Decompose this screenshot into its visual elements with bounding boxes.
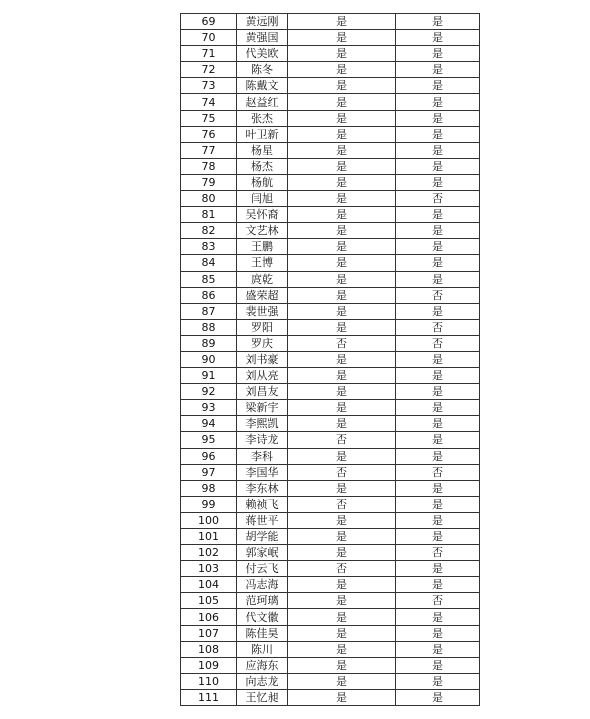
name-cell: 张杰 <box>237 110 288 126</box>
row-number-cell: 82 <box>181 223 237 239</box>
name-cell: 刘昌友 <box>237 384 288 400</box>
status-a-cell: 是 <box>288 480 396 496</box>
name-cell: 付云飞 <box>237 561 288 577</box>
table-body <box>181 14 480 706</box>
name-cell: 王鹏 <box>237 239 288 255</box>
status-b-cell: 是 <box>396 207 480 223</box>
row-number-cell: 98 <box>181 480 237 496</box>
table-row <box>181 207 480 223</box>
status-a-cell: 是 <box>288 609 396 625</box>
table-row <box>181 673 480 689</box>
status-b-cell: 是 <box>396 110 480 126</box>
table-row <box>181 400 480 416</box>
status-b-cell: 是 <box>396 239 480 255</box>
status-b-cell: 是 <box>396 126 480 142</box>
name-cell: 胡学能 <box>237 529 288 545</box>
row-number-cell: 95 <box>181 432 237 448</box>
table-row <box>181 609 480 625</box>
status-b-cell: 是 <box>396 94 480 110</box>
row-number-cell: 92 <box>181 384 237 400</box>
row-number-cell: 88 <box>181 319 237 335</box>
table-row <box>181 255 480 271</box>
status-b-cell: 是 <box>396 62 480 78</box>
name-cell: 范珂璃 <box>237 593 288 609</box>
table-row <box>181 625 480 641</box>
status-a-cell: 是 <box>288 416 396 432</box>
name-cell: 罗阳 <box>237 319 288 335</box>
status-b-cell: 是 <box>396 158 480 174</box>
row-number-cell: 74 <box>181 94 237 110</box>
status-b-cell: 是 <box>396 609 480 625</box>
status-b-cell: 是 <box>396 432 480 448</box>
name-cell: 杨星 <box>237 142 288 158</box>
status-a-cell: 是 <box>288 30 396 46</box>
table-row <box>181 464 480 480</box>
status-b-cell: 否 <box>396 287 480 303</box>
table-row <box>181 239 480 255</box>
table-row <box>181 110 480 126</box>
table-row <box>181 30 480 46</box>
row-number-cell: 84 <box>181 255 237 271</box>
table-row <box>181 174 480 190</box>
status-a-cell: 是 <box>288 287 396 303</box>
status-b-cell: 是 <box>396 641 480 657</box>
row-number-cell: 72 <box>181 62 237 78</box>
table-row <box>181 319 480 335</box>
table-row <box>181 657 480 673</box>
status-a-cell: 是 <box>288 271 396 287</box>
status-b-cell: 是 <box>396 174 480 190</box>
status-a-cell: 是 <box>288 303 396 319</box>
row-number-cell: 83 <box>181 239 237 255</box>
status-a-cell: 是 <box>288 657 396 673</box>
table-row <box>181 303 480 319</box>
status-b-cell: 是 <box>396 351 480 367</box>
table-row <box>181 335 480 351</box>
name-cell: 杨航 <box>237 174 288 190</box>
row-number-cell: 96 <box>181 448 237 464</box>
status-b-cell: 是 <box>396 46 480 62</box>
row-number-cell: 89 <box>181 335 237 351</box>
status-b-cell: 否 <box>396 545 480 561</box>
status-b-cell: 否 <box>396 593 480 609</box>
status-b-cell: 是 <box>396 657 480 673</box>
table-row <box>181 577 480 593</box>
table-row <box>181 94 480 110</box>
status-a-cell: 否 <box>288 335 396 351</box>
status-a-cell: 是 <box>288 384 396 400</box>
status-a-cell: 是 <box>288 110 396 126</box>
row-number-cell: 109 <box>181 657 237 673</box>
name-cell: 冯志海 <box>237 577 288 593</box>
status-a-cell: 是 <box>288 529 396 545</box>
row-number-cell: 107 <box>181 625 237 641</box>
table-row <box>181 14 480 30</box>
row-number-cell: 70 <box>181 30 237 46</box>
table-row <box>181 191 480 207</box>
row-number-cell: 75 <box>181 110 237 126</box>
table-row <box>181 496 480 512</box>
row-number-cell: 94 <box>181 416 237 432</box>
row-number-cell: 80 <box>181 191 237 207</box>
name-cell: 代美欧 <box>237 46 288 62</box>
name-cell: 代文徽 <box>237 609 288 625</box>
table-row <box>181 126 480 142</box>
row-number-cell: 105 <box>181 593 237 609</box>
status-b-cell: 是 <box>396 496 480 512</box>
status-a-cell: 是 <box>288 319 396 335</box>
status-b-cell: 是 <box>396 480 480 496</box>
status-a-cell: 是 <box>288 142 396 158</box>
row-number-cell: 99 <box>181 496 237 512</box>
name-cell: 王博 <box>237 255 288 271</box>
status-a-cell: 是 <box>288 545 396 561</box>
row-number-cell: 110 <box>181 673 237 689</box>
table-row <box>181 368 480 384</box>
table-row <box>181 384 480 400</box>
table-row <box>181 287 480 303</box>
row-number-cell: 106 <box>181 609 237 625</box>
table-row <box>181 223 480 239</box>
row-number-cell: 108 <box>181 641 237 657</box>
table-row <box>181 512 480 528</box>
status-b-cell: 是 <box>396 384 480 400</box>
name-cell: 陈佳昊 <box>237 625 288 641</box>
status-a-cell: 是 <box>288 368 396 384</box>
status-b-cell: 否 <box>396 335 480 351</box>
status-a-cell: 是 <box>288 174 396 190</box>
table-row <box>181 593 480 609</box>
status-b-cell: 是 <box>396 223 480 239</box>
status-a-cell: 是 <box>288 239 396 255</box>
name-cell: 赵益红 <box>237 94 288 110</box>
status-a-cell: 是 <box>288 126 396 142</box>
status-a-cell: 否 <box>288 496 396 512</box>
name-cell: 吴怀裔 <box>237 207 288 223</box>
name-cell: 文艺林 <box>237 223 288 239</box>
status-a-cell: 是 <box>288 400 396 416</box>
status-a-cell: 是 <box>288 158 396 174</box>
name-cell: 李熙凯 <box>237 416 288 432</box>
name-cell: 闫旭 <box>237 191 288 207</box>
name-cell: 郭家岷 <box>237 545 288 561</box>
table-row <box>181 432 480 448</box>
table-row <box>181 448 480 464</box>
name-cell: 蒋世平 <box>237 512 288 528</box>
data-table <box>180 13 480 706</box>
status-a-cell: 是 <box>288 255 396 271</box>
name-cell: 王忆昶 <box>237 689 288 705</box>
name-cell: 赖祯飞 <box>237 496 288 512</box>
status-a-cell: 是 <box>288 46 396 62</box>
row-number-cell: 103 <box>181 561 237 577</box>
status-b-cell: 是 <box>396 625 480 641</box>
row-number-cell: 101 <box>181 529 237 545</box>
status-a-cell: 是 <box>288 593 396 609</box>
name-cell: 杨杰 <box>237 158 288 174</box>
status-b-cell: 是 <box>396 400 480 416</box>
name-cell: 应海东 <box>237 657 288 673</box>
table-row <box>181 641 480 657</box>
status-a-cell: 是 <box>288 78 396 94</box>
table-row <box>181 689 480 705</box>
table-row <box>181 545 480 561</box>
status-b-cell: 是 <box>396 303 480 319</box>
row-number-cell: 91 <box>181 368 237 384</box>
status-a-cell: 是 <box>288 14 396 30</box>
row-number-cell: 78 <box>181 158 237 174</box>
row-number-cell: 85 <box>181 271 237 287</box>
table-row <box>181 62 480 78</box>
name-cell: 刘书豪 <box>237 351 288 367</box>
status-b-cell: 否 <box>396 319 480 335</box>
table-row <box>181 158 480 174</box>
status-a-cell: 是 <box>288 577 396 593</box>
name-cell: 李东林 <box>237 480 288 496</box>
name-cell: 叶卫新 <box>237 126 288 142</box>
name-cell: 向志龙 <box>237 673 288 689</box>
name-cell: 刘从亮 <box>237 368 288 384</box>
name-cell: 黄远刚 <box>237 14 288 30</box>
status-a-cell: 否 <box>288 464 396 480</box>
table-row <box>181 529 480 545</box>
status-b-cell: 是 <box>396 416 480 432</box>
status-a-cell: 是 <box>288 512 396 528</box>
status-b-cell: 是 <box>396 512 480 528</box>
status-a-cell: 是 <box>288 94 396 110</box>
table-row <box>181 271 480 287</box>
status-b-cell: 是 <box>396 255 480 271</box>
name-cell: 陈川 <box>237 641 288 657</box>
table-row <box>181 142 480 158</box>
name-cell: 李国华 <box>237 464 288 480</box>
row-number-cell: 102 <box>181 545 237 561</box>
status-a-cell: 是 <box>288 207 396 223</box>
name-cell: 梁新宇 <box>237 400 288 416</box>
status-b-cell: 是 <box>396 448 480 464</box>
name-cell: 李诗龙 <box>237 432 288 448</box>
row-number-cell: 111 <box>181 689 237 705</box>
status-a-cell: 是 <box>288 223 396 239</box>
name-cell: 盛荣超 <box>237 287 288 303</box>
status-b-cell: 否 <box>396 191 480 207</box>
row-number-cell: 87 <box>181 303 237 319</box>
status-b-cell: 是 <box>396 577 480 593</box>
name-cell: 黄强国 <box>237 30 288 46</box>
name-cell: 裴世强 <box>237 303 288 319</box>
row-number-cell: 97 <box>181 464 237 480</box>
name-cell: 陈戴文 <box>237 78 288 94</box>
row-number-cell: 77 <box>181 142 237 158</box>
name-cell: 李科 <box>237 448 288 464</box>
status-b-cell: 是 <box>396 689 480 705</box>
status-b-cell: 是 <box>396 561 480 577</box>
row-number-cell: 93 <box>181 400 237 416</box>
status-b-cell: 是 <box>396 30 480 46</box>
status-a-cell: 是 <box>288 351 396 367</box>
table-row <box>181 480 480 496</box>
row-number-cell: 76 <box>181 126 237 142</box>
status-b-cell: 是 <box>396 271 480 287</box>
table-row <box>181 78 480 94</box>
status-a-cell: 是 <box>288 62 396 78</box>
status-a-cell: 是 <box>288 673 396 689</box>
status-b-cell: 是 <box>396 14 480 30</box>
status-a-cell: 是 <box>288 641 396 657</box>
status-a-cell: 否 <box>288 432 396 448</box>
name-cell: 陈冬 <box>237 62 288 78</box>
row-number-cell: 104 <box>181 577 237 593</box>
status-b-cell: 是 <box>396 142 480 158</box>
status-b-cell: 是 <box>396 368 480 384</box>
name-cell: 庹乾 <box>237 271 288 287</box>
row-number-cell: 69 <box>181 14 237 30</box>
table-row <box>181 416 480 432</box>
name-cell: 罗庆 <box>237 335 288 351</box>
status-b-cell: 是 <box>396 673 480 689</box>
status-b-cell: 否 <box>396 464 480 480</box>
table-row <box>181 46 480 62</box>
row-number-cell: 79 <box>181 174 237 190</box>
row-number-cell: 100 <box>181 512 237 528</box>
status-a-cell: 是 <box>288 191 396 207</box>
status-a-cell: 是 <box>288 625 396 641</box>
table-row <box>181 351 480 367</box>
row-number-cell: 73 <box>181 78 237 94</box>
status-a-cell: 否 <box>288 561 396 577</box>
status-b-cell: 是 <box>396 78 480 94</box>
row-number-cell: 81 <box>181 207 237 223</box>
status-b-cell: 是 <box>396 529 480 545</box>
row-number-cell: 86 <box>181 287 237 303</box>
row-number-cell: 90 <box>181 351 237 367</box>
table-row <box>181 561 480 577</box>
status-a-cell: 是 <box>288 689 396 705</box>
row-number-cell: 71 <box>181 46 237 62</box>
status-a-cell: 是 <box>288 448 396 464</box>
